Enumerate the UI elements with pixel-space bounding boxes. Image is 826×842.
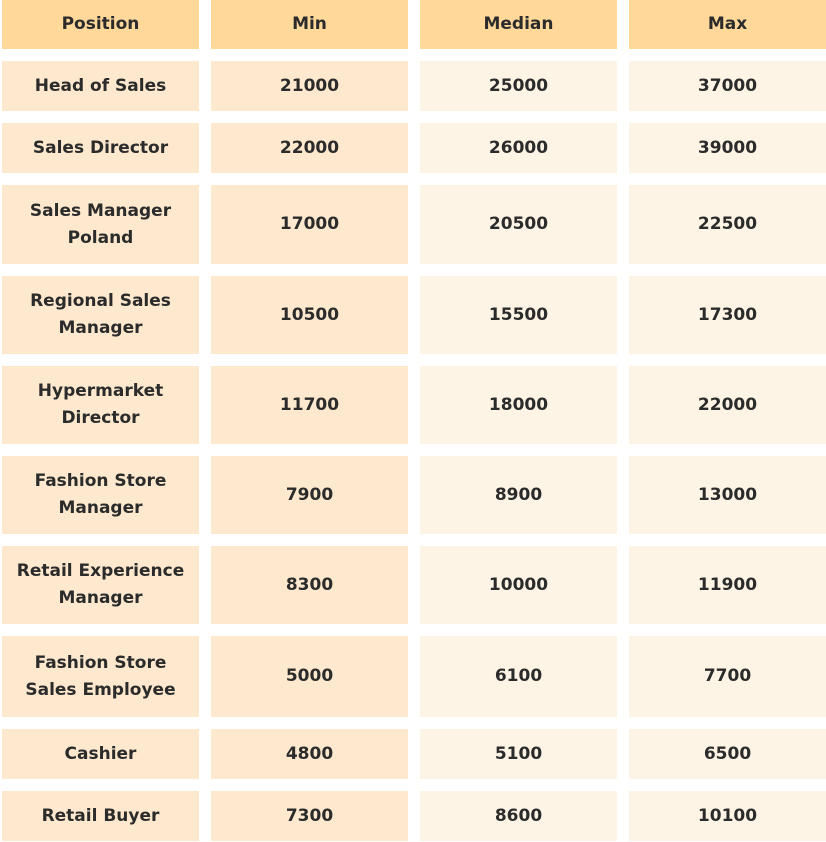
min-cell: 11700 xyxy=(211,366,408,444)
min-cell: 4800 xyxy=(211,729,408,779)
median-cell: 25000 xyxy=(420,61,617,111)
median-cell: 8600 xyxy=(420,791,617,841)
max-cell: 6500 xyxy=(629,729,826,779)
table-header-row xyxy=(0,0,826,49)
min-cell: 8300 xyxy=(211,546,408,624)
max-cell: 11900 xyxy=(629,546,826,624)
min-cell: 22000 xyxy=(211,123,408,173)
table-row xyxy=(0,276,826,354)
min-cell: 5000 xyxy=(211,636,408,717)
median-cell: 5100 xyxy=(420,729,617,779)
median-cell: 18000 xyxy=(420,366,617,444)
max-cell: 17300 xyxy=(629,276,826,354)
max-cell: 13000 xyxy=(629,456,826,534)
min-cell: 7900 xyxy=(211,456,408,534)
median-cell: 15500 xyxy=(420,276,617,354)
position-cell: Regional Sales Manager xyxy=(2,276,199,354)
position-cell: Retail Experience Manager xyxy=(2,546,199,624)
table-row xyxy=(0,123,826,173)
header-min: Min xyxy=(211,0,408,49)
position-cell: Head of Sales xyxy=(2,61,199,111)
max-cell: 7700 xyxy=(629,636,826,717)
max-cell: 10100 xyxy=(629,791,826,841)
table-row xyxy=(0,546,826,624)
position-cell: Sales Manager Poland xyxy=(2,185,199,264)
min-cell: 21000 xyxy=(211,61,408,111)
position-cell: Hypermarket Director xyxy=(2,366,199,444)
header-median: Median xyxy=(420,0,617,49)
position-cell: Sales Director xyxy=(2,123,199,173)
position-cell: Cashier xyxy=(2,729,199,779)
header-position: Position xyxy=(2,0,199,49)
min-cell: 10500 xyxy=(211,276,408,354)
position-cell: Fashion Store Sales Employee xyxy=(2,636,199,717)
table-row xyxy=(0,791,826,841)
table-row xyxy=(0,61,826,111)
header-max: Max xyxy=(629,0,826,49)
max-cell: 39000 xyxy=(629,123,826,173)
table-row xyxy=(0,185,826,264)
median-cell: 26000 xyxy=(420,123,617,173)
max-cell: 22500 xyxy=(629,185,826,264)
max-cell: 37000 xyxy=(629,61,826,111)
median-cell: 6100 xyxy=(420,636,617,717)
position-cell: Fashion Store Manager xyxy=(2,456,199,534)
table-row xyxy=(0,636,826,717)
median-cell: 10000 xyxy=(420,546,617,624)
table-row xyxy=(0,729,826,779)
min-cell: 17000 xyxy=(211,185,408,264)
max-cell: 22000 xyxy=(629,366,826,444)
median-cell: 20500 xyxy=(420,185,617,264)
median-cell: 8900 xyxy=(420,456,617,534)
table-row xyxy=(0,456,826,534)
position-cell: Retail Buyer xyxy=(2,791,199,841)
min-cell: 7300 xyxy=(211,791,408,841)
table-row xyxy=(0,366,826,444)
